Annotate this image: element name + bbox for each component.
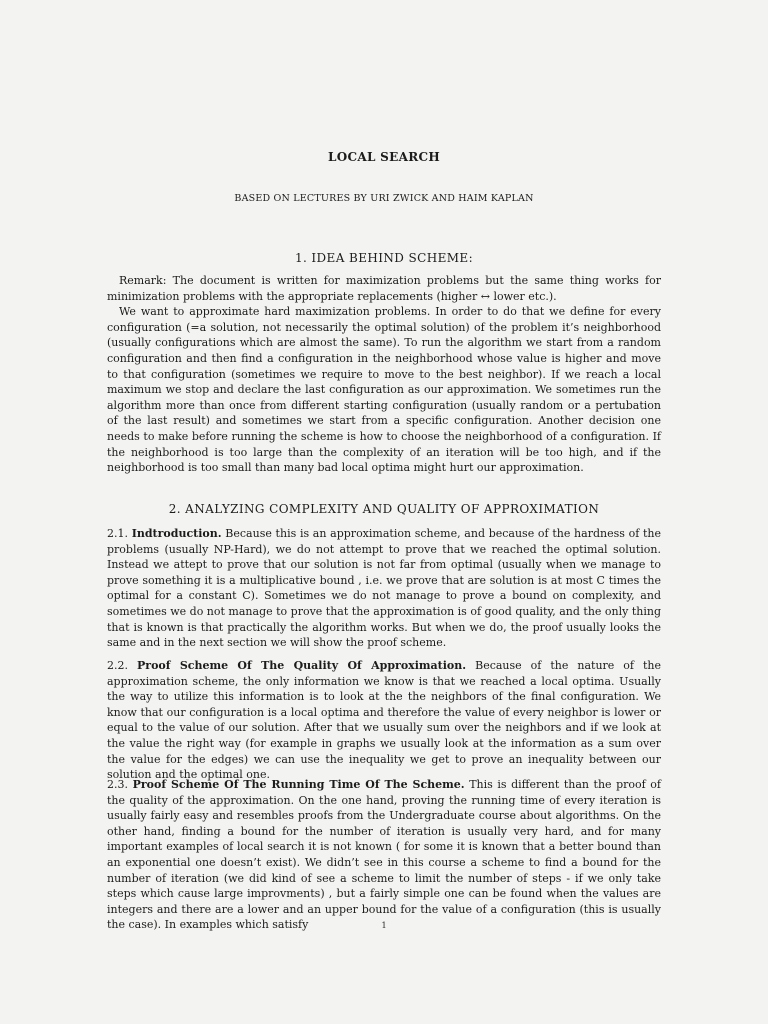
subsection-2-3-title: Proof Scheme Of The Running Time Of The Scheme.	[132, 778, 465, 791]
section-2-heading: 2. ANALYZING COMPLEXITY AND QUALITY OF APPROXIMATION	[168, 502, 600, 516]
subsection-2-3-number: 2.3.	[107, 778, 128, 791]
subsection-2-2-paragraph	[107, 658, 661, 783]
subsection-2-2-number: 2.2.	[107, 659, 128, 672]
section-1-heading: 1. IDEA BEHIND SCHEME:	[294, 251, 474, 265]
subsection-2-1-paragraph	[107, 526, 661, 651]
page-number: 1	[381, 921, 387, 930]
subsection-2-3-text: This is different than the proof of the quality of the approximation. On the one hand, proving the running time of every iteration is usually fairly easy and resembles proofs from the Undergraduate course about algorithms. On the other hand, finding a bound for the number of iteration is usually very hard, and for many important examples of local search it is not known ( for some it is known that a better bound than an exponential one doesn’t exist). We didn’t see in this course a scheme to find a bound for the number of iteration (we did kind of see a scheme to limit the number of steps - if we only take steps which cause large improvments) , but a fairly simple one can be found when the values are integers and there are a lower and an upper bound for the value of a configuration (this is usually the case). In examples which satisfy	[107, 778, 662, 932]
subsection-2-2-title: Proof Scheme Of The Quality Of Approximation.	[137, 659, 467, 672]
idea-paragraph: We want to approximate hard maximization problems. In order to do that we define for every configuration (=a solution, not necessarily the optimal solution) of the problem it’s neighborhood (usually configurations which are almost the same). To run the algorithm we start from a random configuration and then find a configuration in the neighborhood whose value is higher and move to that configuration (sometimes we require to move to the best neighbor). If we reach a local maximum we stop and declare the last configuration as our approximation. We sometimes run the algorithm more than once from different starting configuration (usually random or a pertubation of the last result) and sometimes we start from a specific configuration. Another decision one needs to make before running the scheme is how to choose the neighborhood of a configuration. If the neighborhood is too large than the complexity of an iteration will be too high, and if the neighborhood is too small than many bad local optima might hurt our approximation.	[107, 305, 661, 475]
remark-paragraph: Remark: The document is written for maximization problems but the same thing works for minimization problems with the appropriate replacements (higher ↔ lower etc.).	[107, 274, 661, 303]
subsection-2-2-text: Because of the nature of the approximation scheme, the only information we know is that we reached a local optima. Usually the way to utilize this information is to look at the the neighbors of the final configuration. We know that our configuration is a local optima and therefore the value of every neighbor is lower or equal to the value of our solution. After that we usually sum over the neighbors and if we look at the value the right way (for example in graphs we usually look at the information as a sum over the value for the edges) we can use the inequality we get to prove an inequality between our solution and the optimal one.	[107, 659, 662, 782]
document-title: LOCAL SEARCH	[328, 150, 440, 164]
subsection-2-1-text: Because this is an approximation scheme, and because of the hardness of the problems (usually NP-Hard), we do not attempt to prove that we reached the optimal solution. Instead we attept to prove that our solution is not far from optimal (usually when we manage to prove something it is a multiplicative bound , i.e. we prove that are solution is at most C times the optimal for a constant C). Sometimes we do not manage to prove a bound on complexity, and sometimes we do not manage to prove that the approximation is of good quality, and the only thing that is known is that practically the algorithm works. But when we do, the proof usually looks the same and in the next section we will show the proof scheme.	[107, 527, 662, 650]
subsection-2-1	[107, 526, 661, 651]
subsection-2-3	[107, 777, 661, 933]
subsection-2-1-number: 2.1.	[107, 527, 128, 540]
subsection-2-3-paragraph	[107, 777, 661, 933]
document-subtitle: BASED ON LECTURES BY URI ZWICK AND HAIM KAPLAN	[234, 193, 534, 204]
subsection-2-1-title: Indtroduction.	[131, 527, 222, 540]
subsection-2-2	[107, 658, 661, 783]
section-1-body	[107, 273, 661, 476]
